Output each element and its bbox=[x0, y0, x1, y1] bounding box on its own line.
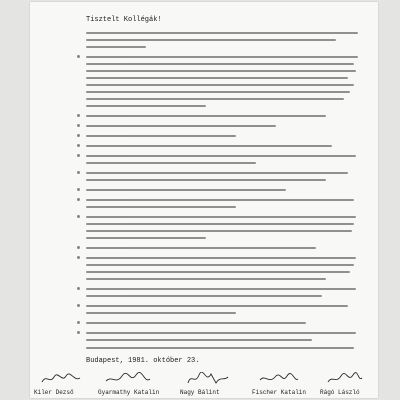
handwritten-signature bbox=[326, 372, 376, 386]
typed-text-line bbox=[86, 199, 354, 201]
typed-text-line bbox=[86, 179, 326, 181]
typed-text-line bbox=[86, 278, 326, 280]
typed-text-line bbox=[86, 98, 344, 100]
typed-text-line bbox=[86, 125, 276, 127]
typed-text-line bbox=[86, 32, 358, 34]
signatory-name: Fischer Katalin bbox=[252, 389, 307, 396]
signatory-name: Gyarmathy Katalin bbox=[98, 389, 160, 396]
typed-text-line bbox=[86, 105, 206, 107]
typed-text-line bbox=[86, 39, 336, 41]
typed-text-line bbox=[86, 230, 352, 232]
typed-text-line bbox=[86, 206, 236, 208]
typed-text-line bbox=[86, 155, 356, 157]
handwritten-signature bbox=[258, 372, 308, 386]
handwritten-signature bbox=[104, 372, 154, 386]
typed-text-line bbox=[86, 77, 348, 79]
typed-text-line bbox=[86, 84, 354, 86]
typed-text-line bbox=[86, 56, 358, 58]
typed-text-line bbox=[86, 115, 326, 117]
typed-text-line bbox=[86, 189, 286, 191]
signatory-name: Nagy Bálint bbox=[180, 389, 220, 396]
typed-text-line bbox=[86, 347, 354, 349]
signature-block bbox=[30, 372, 378, 396]
typed-text-line bbox=[86, 237, 206, 239]
typed-text-line bbox=[86, 264, 354, 266]
typed-text-line bbox=[86, 63, 354, 65]
typed-text-line bbox=[86, 145, 332, 147]
typed-text-line bbox=[86, 295, 322, 297]
typed-text-line bbox=[86, 46, 146, 48]
typed-text-line bbox=[86, 332, 356, 334]
typed-text-line bbox=[86, 216, 356, 218]
typed-text-line bbox=[86, 339, 312, 341]
letter-date: Budapest, 1981. október 23. bbox=[86, 357, 200, 365]
typed-text-line bbox=[86, 135, 236, 137]
letter-page bbox=[30, 2, 378, 398]
typed-text-line bbox=[86, 322, 306, 324]
typed-text-line bbox=[86, 288, 356, 290]
typed-text-line bbox=[86, 247, 316, 249]
typed-text-line bbox=[86, 223, 354, 225]
typed-text-line bbox=[86, 172, 348, 174]
typed-text-line bbox=[86, 271, 350, 273]
signatory-name: Rágó László bbox=[320, 389, 360, 396]
typed-text-line bbox=[86, 257, 356, 259]
handwritten-signature bbox=[40, 372, 90, 386]
typed-text-line bbox=[86, 91, 350, 93]
signatory-name: Kiler Dezső bbox=[34, 389, 74, 396]
handwritten-signature bbox=[186, 372, 236, 386]
typed-text-line bbox=[86, 162, 256, 164]
letter-body bbox=[30, 2, 378, 398]
typed-text-line bbox=[86, 305, 348, 307]
letter-greeting: Tisztelt Kollégák! bbox=[86, 16, 162, 24]
typed-text-line bbox=[86, 312, 236, 314]
typed-text-line bbox=[86, 70, 356, 72]
